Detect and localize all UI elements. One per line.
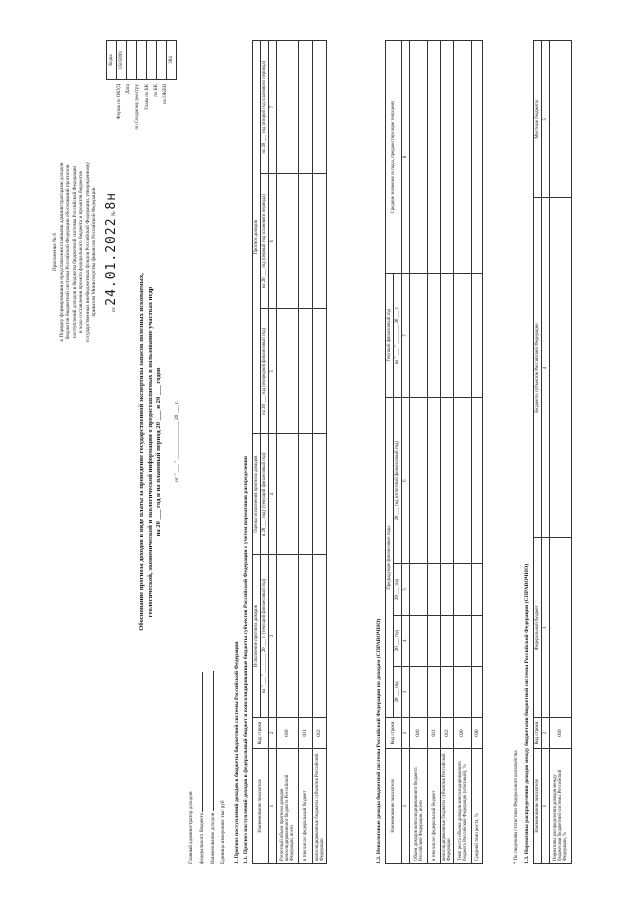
t2-cell[interactable] bbox=[454, 615, 472, 666]
t2-h-p4: 20 ___ год (отчетный финансовый год) bbox=[394, 398, 402, 564]
t2-h-avg: Средние значения за годы, предшествующие текущему bbox=[386, 41, 402, 274]
t2-cell[interactable] bbox=[472, 398, 483, 564]
t2-cell[interactable] bbox=[472, 666, 483, 717]
t1-cell[interactable] bbox=[299, 434, 313, 554]
t2-row-code: 010 bbox=[410, 718, 428, 749]
t1-cell[interactable] bbox=[277, 554, 299, 717]
appendix-number: Приложение № 6 bbox=[52, 233, 58, 271]
t1-cell[interactable] bbox=[313, 174, 327, 309]
footnote: * По сведениям статистики Федерального казначейства. bbox=[514, 749, 519, 864]
table-row bbox=[550, 41, 572, 864]
code-okud: 0505899 bbox=[117, 41, 127, 80]
order-number-stamp: 8н bbox=[104, 191, 119, 210]
meta-admin-label: Главный администратор доходов bbox=[188, 791, 194, 864]
t2-cell[interactable] bbox=[428, 273, 441, 397]
t1-h-code: Код строки bbox=[253, 718, 269, 749]
meta-admin-field[interactable] bbox=[196, 672, 203, 812]
section-1-3-title: 1.3. Нормативы распределения доходов между бюджетами бюджетной системы Российской Федерации (СПРАВОЧНО) bbox=[524, 563, 530, 864]
table-row bbox=[410, 41, 428, 864]
t2-h-name: Наименование показателя bbox=[386, 749, 402, 864]
t1-h-forecast: Прогноз доходов bbox=[253, 41, 261, 435]
t1-cell[interactable] bbox=[277, 434, 299, 554]
meta-admin-label-2: федерального бюджета bbox=[199, 812, 205, 864]
meta-income-label: Наименование доходов bbox=[210, 812, 216, 864]
t2-cell[interactable] bbox=[428, 564, 441, 615]
t1-h-exec-sub: на " ___ " ________ 20 ___ г. (текущий финансовый год) bbox=[261, 554, 269, 717]
section-1-2-title: 1.2. Неналоговые доходы бюджетной системы Российской Федерации по доходам (СПРАВОЧНО) bbox=[376, 618, 382, 864]
t1-cell[interactable] bbox=[277, 41, 299, 174]
codes-header: Коды bbox=[107, 41, 117, 80]
t2-num: 3 bbox=[402, 666, 410, 717]
t1-cell[interactable] bbox=[299, 309, 313, 434]
t2-cell[interactable] bbox=[472, 273, 483, 397]
code-label: Дата bbox=[126, 84, 132, 94]
t1-row-name: в том числе: федеральный бюджет bbox=[299, 749, 313, 864]
t2-num: 6 bbox=[402, 398, 410, 564]
t2-h-cur-sub: на " ___ " ________ 20 ___ г. bbox=[394, 273, 402, 397]
code-okei: 384 bbox=[167, 41, 177, 80]
code-chapter bbox=[147, 41, 157, 80]
t2-cell[interactable] bbox=[441, 615, 454, 666]
code-label: по БК bbox=[153, 84, 159, 97]
t2-cell[interactable] bbox=[454, 564, 472, 615]
t1-num: 3 bbox=[269, 554, 277, 717]
table-row bbox=[472, 41, 483, 864]
t1-row-code: 011 bbox=[299, 718, 313, 749]
appendix-line: поступлений доходов в бюджеты бюджетной системы Российской Федерации bbox=[71, 165, 78, 339]
codes-table bbox=[106, 40, 177, 80]
t1-h-exec: Исполнение прогноза доходов bbox=[253, 554, 261, 717]
form-date-line: от " ___ " ______________ 20 ___ г. bbox=[174, 400, 180, 482]
t1-num: 7 bbox=[269, 41, 277, 174]
t2-cell[interactable] bbox=[428, 615, 441, 666]
t1-h-est-sub: в 20 ___ году (текущий финансовый год) bbox=[261, 434, 269, 554]
t2-cell[interactable] bbox=[454, 666, 472, 717]
t1-row-name: консолидированные бюджеты субъектов Российской Федерации bbox=[313, 749, 327, 864]
title-line: геологической, экономической и экологической информации о предоставляемых в пользование участках недр bbox=[146, 286, 154, 618]
t2-cell[interactable] bbox=[410, 273, 428, 397]
t1-cell[interactable] bbox=[313, 41, 327, 174]
t2-cell[interactable] bbox=[410, 615, 428, 666]
t1-cell[interactable] bbox=[277, 309, 299, 434]
table-row bbox=[277, 41, 299, 864]
t2-cell[interactable] bbox=[454, 41, 472, 274]
appendix-line: бюджетов бюджетной системы Российской Федерации обоснований прогнозов bbox=[65, 164, 71, 340]
t2-row-name: Средний темп роста, % bbox=[472, 749, 483, 864]
t2-cell[interactable] bbox=[472, 564, 483, 615]
t2-num: 5 bbox=[402, 564, 410, 615]
t2-cell[interactable] bbox=[410, 564, 428, 615]
t1-h-name: Наименование показателя bbox=[253, 749, 269, 864]
t1-cell[interactable] bbox=[299, 174, 313, 309]
code-bk bbox=[157, 41, 167, 80]
t2-cell[interactable] bbox=[472, 615, 483, 666]
codes-labels bbox=[115, 84, 170, 174]
t1-row-name: Расчетный объем прогноза доходов консолидированного бюджета Российской Федерации, всего bbox=[277, 749, 299, 864]
t3-row-code: 010 bbox=[550, 718, 572, 749]
appendix-block bbox=[52, 102, 98, 402]
table-row bbox=[441, 41, 454, 864]
t1-cell[interactable] bbox=[313, 309, 327, 434]
t3-num: 3 bbox=[542, 538, 550, 718]
t2-h-cur: Текущий финансовый год bbox=[386, 273, 394, 397]
t3-h-name: Наименование показателя bbox=[534, 749, 542, 864]
appendix-line: приказом Министерства финансов Российской Федерации bbox=[91, 187, 97, 317]
t2-row-code: 012 bbox=[441, 718, 454, 749]
table-row bbox=[428, 41, 441, 864]
t1-cell[interactable] bbox=[313, 554, 327, 717]
t3-h-fed: Федеральный бюджет bbox=[534, 538, 542, 718]
t2-cell[interactable] bbox=[410, 666, 428, 717]
t2-row-code: 011 bbox=[428, 718, 441, 749]
code-registry bbox=[137, 41, 147, 80]
t3-h-code: Код строки bbox=[534, 718, 542, 749]
code-label: Форма по ОКУД bbox=[117, 84, 122, 120]
document-title bbox=[138, 182, 164, 722]
t3-num: 1 bbox=[542, 749, 550, 864]
t2-cell[interactable] bbox=[454, 273, 472, 397]
date-prefix: от bbox=[111, 307, 117, 313]
table-forecast bbox=[252, 40, 327, 864]
t2-cell[interactable] bbox=[410, 41, 428, 274]
t1-row-code: 012 bbox=[313, 718, 327, 749]
order-date-stamp: 24.01.2022 bbox=[104, 217, 119, 306]
number-prefix: № bbox=[111, 210, 117, 217]
t1-h-fc3: на 20 ___ год (второй год планового периода) bbox=[261, 41, 269, 174]
t2-cell[interactable] bbox=[428, 398, 441, 564]
t2-num: 2 bbox=[402, 718, 410, 749]
t3-h-mun: Местные бюджеты bbox=[534, 41, 542, 198]
appendix-line: государственных внебюджетных фондов Российской Федерации, утвержденному bbox=[84, 162, 91, 342]
t1-row-code: 010 bbox=[277, 718, 299, 749]
t3-cell[interactable] bbox=[550, 198, 572, 538]
t1-num: 6 bbox=[269, 174, 277, 309]
t2-h-p1: 20 ___ год bbox=[394, 666, 402, 717]
t1-cell[interactable] bbox=[299, 554, 313, 717]
t1-h-fc2: на 20 ___ год (первый год планового периода) bbox=[261, 174, 269, 309]
table-row bbox=[313, 41, 327, 864]
table-nontax bbox=[385, 40, 483, 864]
title-line: на 20 ___ год и на плановый период 20 ___ и 20 ___ годов bbox=[155, 367, 163, 537]
t3-row-name: Нормативы распределения доходов между бюджетами бюджетной системы Российской Федерации, % bbox=[550, 749, 572, 864]
t1-h-est: Оценка исполнения прогноза доходов bbox=[253, 434, 261, 554]
t2-h-prev: Предыдущие финансовые годы bbox=[386, 398, 394, 718]
t2-cell[interactable] bbox=[441, 273, 454, 397]
t1-h-fc1: на 20 ___ год (очередной финансовый год) bbox=[261, 309, 269, 434]
t2-cell[interactable] bbox=[472, 41, 483, 274]
t2-cell[interactable] bbox=[441, 666, 454, 717]
t2-num: 4 bbox=[402, 615, 410, 666]
section-1-1-title: 1.1. Прогноз поступлений доходов в федеральный бюджет и консолидированные бюджеты субъектов Российской Федерации с учетом нормативов распределения bbox=[243, 456, 249, 864]
t2-h-code: Код строки bbox=[386, 718, 402, 749]
table-row bbox=[454, 41, 472, 864]
t2-num: 8 bbox=[402, 41, 410, 274]
t2-cell[interactable] bbox=[441, 398, 454, 564]
t3-cell[interactable] bbox=[550, 538, 572, 718]
t2-row-name: консолидированные бюджеты субъектов Российской Федерации bbox=[441, 749, 454, 864]
t2-row-name: Объем доходов консолидированного бюджета Российской Федерации, всего bbox=[410, 749, 428, 864]
code-label: по ОКЕИ bbox=[163, 84, 169, 105]
t2-cell[interactable] bbox=[428, 41, 441, 274]
t2-cell[interactable] bbox=[410, 398, 428, 564]
t1-num: 5 bbox=[269, 309, 277, 434]
code-date bbox=[127, 41, 137, 80]
t2-h-p3: 20 ___ год bbox=[394, 564, 402, 615]
t2-num: 7 bbox=[402, 273, 410, 397]
t1-cell[interactable] bbox=[299, 41, 313, 174]
t1-num: 2 bbox=[269, 718, 277, 749]
title-line: Обоснование прогноза доходов в виде платы за проведение государственной экспертизы запасов полезных ископаемых, bbox=[138, 273, 145, 631]
t2-row-code: 030 bbox=[472, 718, 483, 749]
t1-cell[interactable] bbox=[277, 174, 299, 309]
appendix-line: в ходе составления проекта федерального бюджета и проектов бюджетов bbox=[78, 171, 84, 333]
meta-unit-label: Единица измерения: bbox=[220, 818, 226, 864]
meta-income-field[interactable] bbox=[207, 671, 214, 811]
t3-num: 4 bbox=[542, 198, 550, 538]
section-1-title: 1. Прогноз поступлений доходов в бюджеты бюджетной системы Российской Федерации bbox=[234, 641, 240, 864]
t3-cell[interactable] bbox=[550, 41, 572, 198]
t1-num: 4 bbox=[269, 434, 277, 554]
t3-num: 2 bbox=[542, 718, 550, 749]
t3-num: 5 bbox=[542, 41, 550, 198]
t2-cell[interactable] bbox=[454, 398, 472, 564]
t2-cell[interactable] bbox=[441, 564, 454, 615]
t1-cell[interactable] bbox=[313, 434, 327, 554]
t3-h-reg: Бюджеты субъектов Российской Федерации bbox=[534, 198, 542, 538]
table-row bbox=[299, 41, 313, 864]
t2-cell[interactable] bbox=[428, 666, 441, 717]
t2-row-code: 020 bbox=[454, 718, 472, 749]
table-distribution bbox=[533, 40, 572, 864]
appendix-line: к Порядку формирования и представления главными администраторами доходов bbox=[58, 162, 65, 342]
t1-num: 1 bbox=[269, 749, 277, 864]
code-label: Глава по БК bbox=[144, 84, 150, 110]
meta-block bbox=[186, 584, 228, 864]
t2-row-name: в том числе: федеральный бюджет bbox=[428, 749, 441, 864]
t2-num: 1 bbox=[402, 749, 410, 864]
rotated-form-sheet bbox=[46, 32, 594, 872]
t2-row-name: Темп роста объема доходов консолидированного бюджета Российской Федерации (итоговый), % bbox=[454, 749, 472, 864]
t2-h-p2: 20 ___ год bbox=[394, 615, 402, 666]
meta-unit-value: тыс руб bbox=[220, 800, 226, 818]
code-label: по Сводному реестру bbox=[135, 84, 141, 130]
t2-cell[interactable] bbox=[441, 41, 454, 274]
